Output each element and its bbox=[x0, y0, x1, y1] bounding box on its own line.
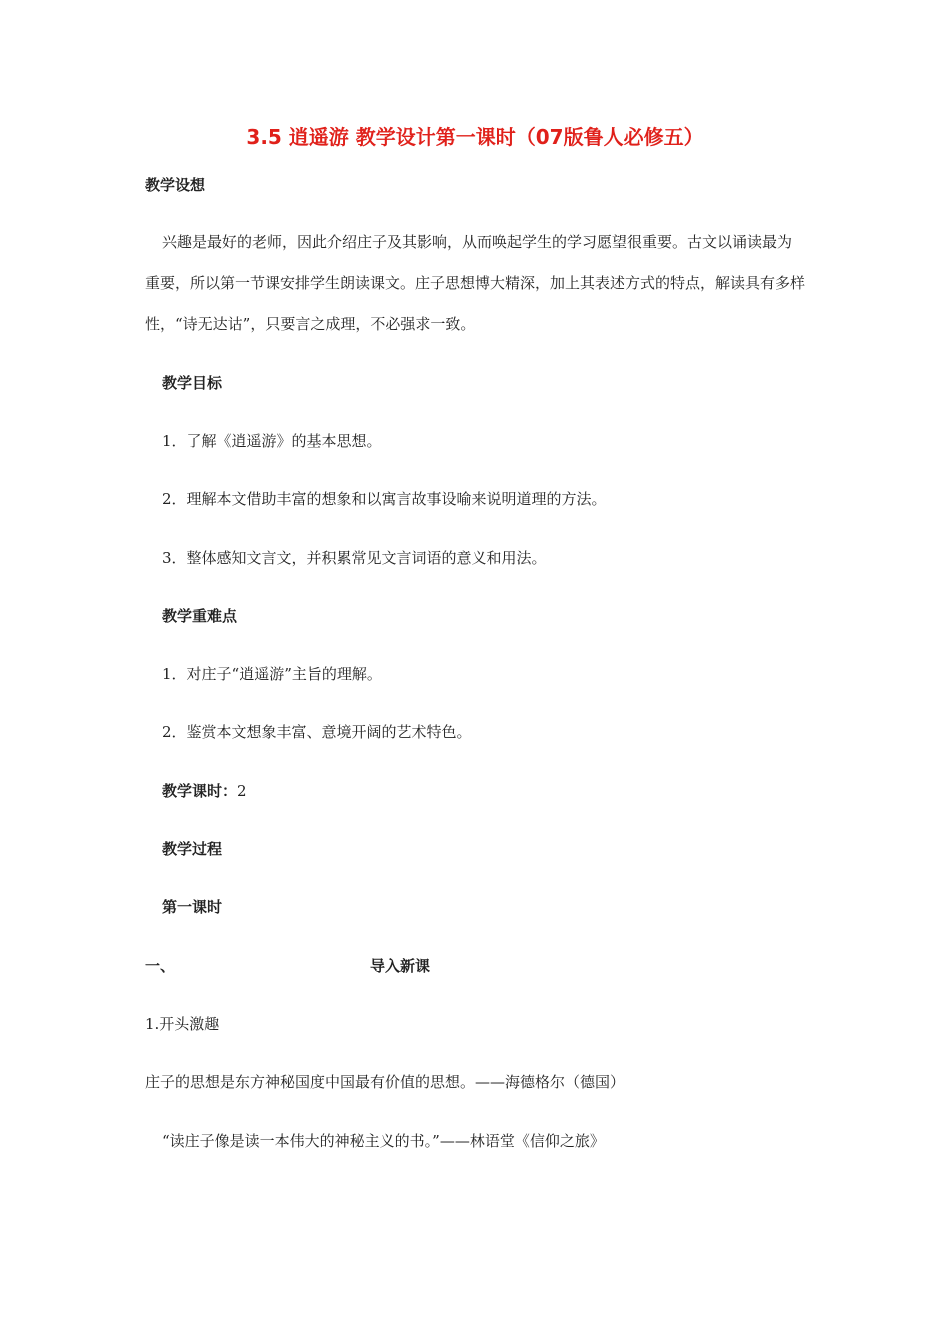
class-hours-label: 教学课时： bbox=[162, 782, 238, 800]
quote-lin-yutang: “读庄子像是读一本伟大的神秘主义的书。”——林语堂《信仰之旅》 bbox=[162, 1132, 605, 1150]
class-hours-value: 2 bbox=[237, 782, 247, 800]
design-heading: 教学设想 bbox=[145, 176, 206, 194]
quote-heidegger: 庄子的思想是东方神秘国度中国最有价值的思想。——海德格尔（德国） bbox=[145, 1073, 626, 1091]
key-points-heading: 教学重难点 bbox=[162, 607, 238, 625]
goal-item-2: 2．理解本文借助丰富的想象和以寓言故事设喻来说明道理的方法。 bbox=[162, 490, 607, 508]
class-hours bbox=[162, 781, 247, 801]
document-title: 3.5 逍遥游 教学设计第一课时（07版鲁人必修五） bbox=[246, 125, 704, 149]
goal-item-3: 3．整体感知文言文，并积累常见文言词语的意义和用法。 bbox=[162, 549, 547, 567]
lesson-heading: 第一课时 bbox=[162, 898, 223, 916]
part-title: 导入新课 bbox=[370, 957, 431, 975]
process-heading: 教学过程 bbox=[162, 840, 223, 858]
key-point-1: 1．对庄子“逍遥游”主旨的理解。 bbox=[162, 665, 382, 683]
part-number: 一、 bbox=[145, 957, 176, 975]
key-point-2: 2．鉴赏本文想象丰富、意境开阔的艺术特色。 bbox=[162, 723, 472, 741]
design-paragraph: 兴趣是最好的老师，因此介绍庄子及其影响，从而唤起学生的学习愿望很重要。古文以诵读最为重要，所以第一节课安排学生朗读课文。庄子思想博大精深，加上其表述方式的特点，解读具有多样性，“诗无达诂”，只要言之成理，不必强求一致。 bbox=[145, 233, 806, 333]
goals-heading: 教学目标 bbox=[162, 374, 223, 392]
goal-item-1: 1．了解《逍遥游》的基本思想。 bbox=[162, 432, 382, 450]
step-1: 1.开头激趣 bbox=[145, 1015, 220, 1033]
